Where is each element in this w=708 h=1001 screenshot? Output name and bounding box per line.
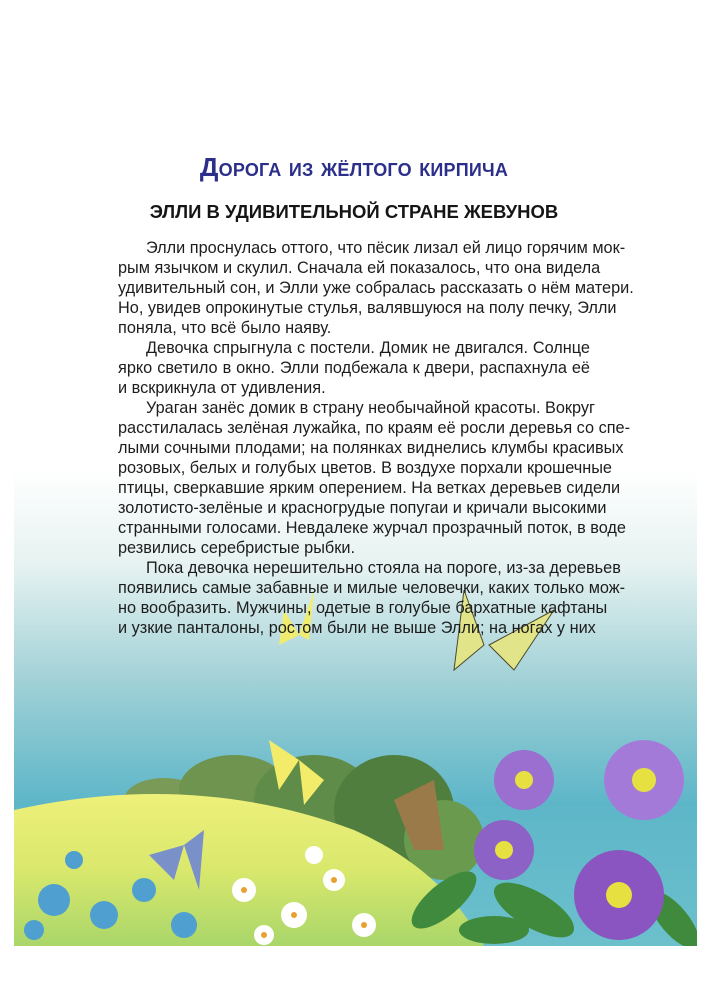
text-line: но вообразить. Мужчины, одетые в голубые бархатные кафтаны	[118, 599, 608, 617]
text-line: расстилалась зелёная лужайка, по краям её росли деревья со спе-	[118, 419, 631, 437]
text-line: птицы, сверкавшие ярким оперением. На ветках деревьев сидели	[118, 479, 621, 497]
text-line: ярко светило в окно. Элли подбежала к двери, распахнула её	[118, 359, 590, 377]
chapter-title: Дорога из жёлтого кирпича	[199, 152, 509, 182]
text-line: появились самые забавные и милые человечки, каких только мож-	[118, 579, 626, 597]
text-line: лыми сочными плодами; на полянках виднелись клумбы красивых	[118, 439, 624, 457]
text-line: резвились серебристые рыбки.	[118, 539, 356, 557]
text-line: и узкие панталоны, ростом были не выше Элли; на ногах у них	[118, 619, 596, 637]
text-line: Ураган занёс домик в страну необычайной красоты. Вокруг	[146, 399, 595, 417]
text-line: розовых, белых и голубых цветов. В воздухе порхали крошечные	[118, 459, 612, 477]
text-line: рым язычком и скулил. Сначала ей показалось, что она видела	[118, 259, 601, 277]
text-line: Элли проснулась оттого, что пёсик лизал ей лицо горячим мок-	[146, 239, 626, 257]
text-line: странными голосами. Невдалеке журчал прозрачный поток, в воде	[118, 519, 626, 537]
text-line: удивительный сон, и Элли уже собралась рассказать о нём матери.	[118, 279, 634, 297]
text-line: поняла, что всё было наяву.	[118, 319, 332, 337]
text-line: Пока девочка нерешительно стояла на пороге, из-за деревьев	[146, 559, 621, 577]
text-line: Девочка спрыгнула с постели. Домик не двигался. Солнце	[146, 339, 590, 357]
text-line: золотисто-зелёные и красногрудые попугаи и кричали высокими	[118, 499, 607, 517]
body-text	[118, 238, 634, 638]
section-title: ЭЛЛИ В УДИВИТЕЛЬНОЙ СТРАНЕ ЖЕВУНОВ	[149, 201, 559, 222]
text-line: и вскрикнула от удивления.	[118, 379, 326, 397]
text-line: Но, увидев опрокинутые стулья, валявшуюся на полу печку, Элли	[118, 299, 617, 317]
